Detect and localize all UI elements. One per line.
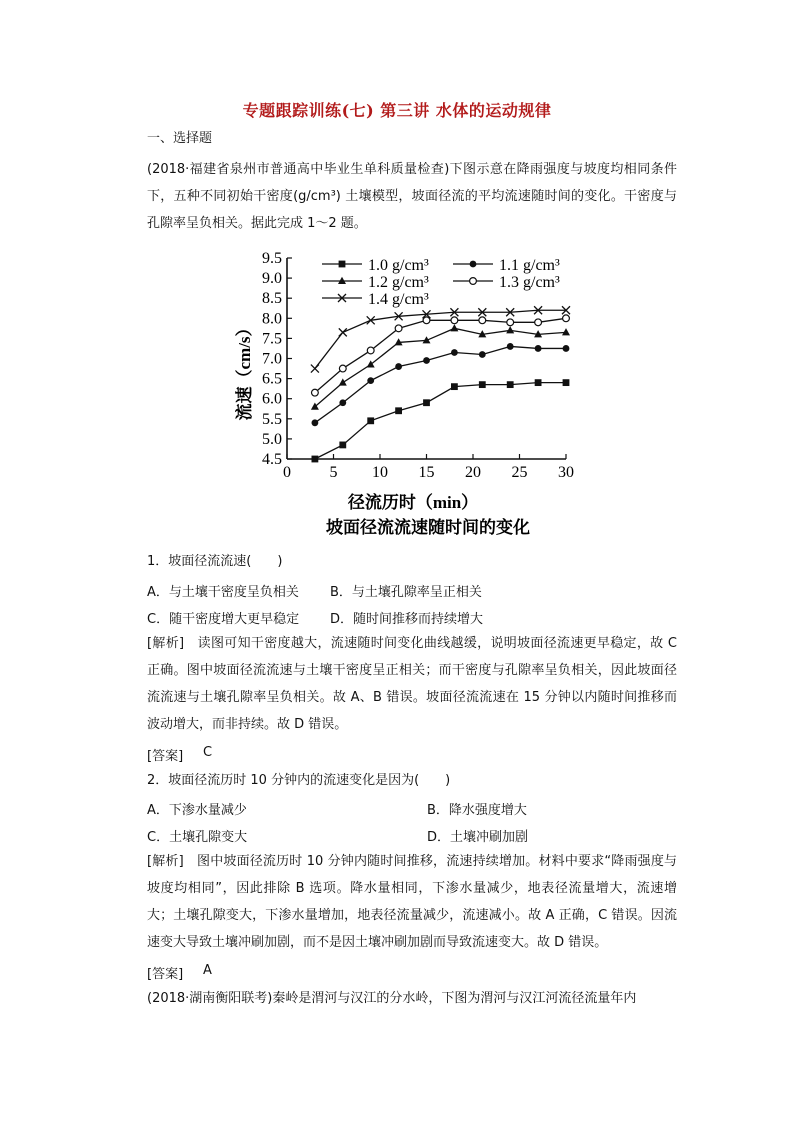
marker-dot bbox=[451, 349, 458, 356]
y-axis-label: 流速（cm/s） bbox=[235, 319, 254, 421]
q1-option-a[interactable]: A．与土壤干密度呈负相关 bbox=[147, 585, 299, 600]
legend-label: 1.3 g/cm³ bbox=[499, 274, 560, 291]
q2-answer-label: [答案] bbox=[147, 967, 184, 982]
marker-square bbox=[563, 379, 570, 386]
marker-circle bbox=[535, 319, 542, 326]
q2-answer: A bbox=[203, 963, 212, 978]
y-tick-label: 9.0 bbox=[262, 270, 282, 288]
legend-label: 1.4 g/cm³ bbox=[368, 291, 429, 308]
series-line bbox=[315, 310, 566, 368]
marker-circle bbox=[507, 319, 514, 326]
legend-label: 1.2 g/cm³ bbox=[368, 274, 429, 291]
marker-dot bbox=[339, 399, 346, 406]
y-tick-label: 8.0 bbox=[262, 310, 282, 328]
q2-option-c[interactable]: C．土壤孔隙变大 bbox=[147, 830, 248, 845]
series-2 bbox=[312, 343, 570, 426]
q2-option-b[interactable]: B．降水强度增大 bbox=[427, 803, 527, 818]
q1-option-c[interactable]: C．随干密度增大更早稳定 bbox=[147, 612, 300, 627]
chart-legend bbox=[322, 257, 560, 308]
q2-option-d[interactable]: D．土壤冲刷加剧 bbox=[427, 830, 529, 845]
marker-square bbox=[312, 456, 319, 463]
y-tick-label: 5.5 bbox=[262, 410, 282, 428]
marker-square bbox=[479, 381, 486, 388]
marker-circle bbox=[563, 315, 570, 322]
q1-option-d[interactable]: D．随时间推移而持续增大 bbox=[330, 612, 484, 627]
marker-square bbox=[535, 379, 542, 386]
series-5 bbox=[311, 306, 570, 372]
y-tick-label: 7.5 bbox=[262, 330, 282, 348]
x-tick-label: 20 bbox=[465, 464, 481, 481]
marker-triangle bbox=[450, 324, 458, 331]
marker-circle bbox=[479, 317, 486, 324]
legend-label: 1.0 g/cm³ bbox=[368, 257, 429, 274]
q1-option-b[interactable]: B．与土壤孔隙率呈正相关 bbox=[330, 585, 482, 600]
marker-dot bbox=[479, 351, 486, 358]
x-tick-label: 30 bbox=[558, 464, 574, 481]
marker-dot bbox=[312, 419, 319, 426]
x-tick-labels bbox=[283, 464, 574, 481]
document-title: 专题跟踪训练(七) 第三讲 水体的运动规律 bbox=[242, 101, 552, 120]
q1-answer: C bbox=[203, 745, 213, 760]
marker-triangle bbox=[367, 360, 375, 367]
next-question-intro: (2018·湖南衡阳联考)秦岭是渭河与汉江的分水岭，下图为渭河与汉江河流径流量年内 bbox=[147, 991, 637, 1006]
q2-stem: 2．坡面径流历时 10 分钟内的流速变化是因为( ) bbox=[147, 773, 451, 788]
marker-dot bbox=[423, 357, 430, 364]
x-tick-label: 0 bbox=[283, 464, 291, 481]
x-tick-label: 15 bbox=[418, 464, 435, 481]
marker-square bbox=[395, 407, 402, 414]
x-tick-label: 10 bbox=[372, 464, 388, 481]
runoff-velocity-chart bbox=[0, 246, 794, 536]
marker-dot bbox=[535, 345, 542, 352]
marker-circle bbox=[367, 347, 374, 354]
q1-analysis: [解析] 读图可知干密度越大，流速随时间变化曲线越缓，说明坡面径流速更早稳定，故 C 正确。图中坡面径流流速与土壤干密度呈正相关；而干密度与孔隙率呈负相关，因此坡面径流流速与土壤孔隙率呈负相关。故 A、B 错误。坡面径流流速在 15 分钟以内随时间推移而波动增大，而非持续。故 D 错误。 bbox=[147, 636, 677, 732]
x-tick-label: 5 bbox=[329, 464, 338, 481]
marker-square bbox=[423, 399, 430, 406]
marker-dot bbox=[367, 377, 374, 384]
marker-circle bbox=[395, 325, 402, 332]
series-4 bbox=[312, 315, 570, 396]
series-line bbox=[315, 318, 566, 392]
q1-stem: 1．坡面径流流速( ) bbox=[147, 554, 283, 569]
y-tick-label: 5.0 bbox=[262, 430, 282, 448]
marker-square bbox=[339, 261, 346, 268]
legend-item-2 bbox=[453, 257, 560, 274]
marker-circle bbox=[312, 389, 319, 396]
marker-circle bbox=[339, 365, 346, 372]
y-tick-label: 6.0 bbox=[262, 390, 282, 408]
q2-option-a[interactable]: A．下渗水量减少 bbox=[147, 803, 247, 818]
y-tick-label: 9.5 bbox=[262, 250, 282, 267]
marker-triangle bbox=[339, 378, 347, 385]
marker-square bbox=[367, 417, 374, 424]
marker-dot bbox=[507, 343, 514, 350]
series-1 bbox=[312, 379, 570, 462]
legend-item-3 bbox=[322, 274, 429, 291]
marker-dot bbox=[470, 261, 477, 268]
marker-circle bbox=[470, 278, 477, 285]
y-tick-label: 4.5 bbox=[262, 451, 282, 468]
chart-series bbox=[311, 306, 570, 462]
marker-square bbox=[507, 381, 514, 388]
y-tick-label: 8.5 bbox=[262, 290, 282, 308]
chart-title: 坡面径流流速随时间的变化 bbox=[326, 518, 530, 536]
legend-label: 1.1 g/cm³ bbox=[499, 257, 560, 274]
marker-x bbox=[339, 328, 347, 336]
y-tick-labels bbox=[262, 250, 282, 468]
x-axis-label: 径流历时（min） bbox=[347, 493, 479, 512]
legend-item-4 bbox=[453, 274, 560, 291]
x-tick-label: 25 bbox=[511, 464, 528, 481]
marker-circle bbox=[423, 317, 430, 324]
y-tick-label: 6.5 bbox=[262, 370, 282, 388]
marker-triangle bbox=[506, 326, 514, 333]
section-heading: 一、选择题 bbox=[147, 131, 213, 146]
series-line bbox=[315, 383, 566, 459]
series-line bbox=[315, 346, 566, 422]
y-tick-label: 7.0 bbox=[262, 350, 282, 368]
marker-x bbox=[311, 365, 319, 373]
q2-analysis: [解析] 图中坡面径流历时 10 分钟内随时间推移，流速持续增加。材料中要求“降雨强度与坡度均相同”，因此排除 B 选项。降水量相同，下渗水量减少，地表径流量增大，流速增大；土壤孔隙变大，下渗水量增加，地表径流量减少，流速减小。故 A 正确，C 错误。因流速变大导致土壤冲刷加剧，而不是因土壤冲刷加剧而导致流速变大。故 D 错误。 bbox=[147, 854, 677, 950]
question-intro: (2018·福建省泉州市普通高中毕业生单科质量检查)下图示意在降雨强度与坡度均相同条件下，五种不同初始干密度(g/cm³) 土壤模型，坡面径流的平均流速随时间的变化。干密度与孔隙率呈负相关。据此完成 1～2 题。 bbox=[147, 162, 677, 231]
q1-answer-label: [答案] bbox=[147, 749, 184, 764]
legend-item-1 bbox=[322, 257, 429, 274]
marker-triangle bbox=[562, 328, 570, 335]
marker-square bbox=[451, 383, 458, 390]
marker-dot bbox=[395, 363, 402, 370]
marker-square bbox=[339, 442, 346, 449]
marker-dot bbox=[563, 345, 570, 352]
marker-circle bbox=[451, 317, 458, 324]
legend-item-5 bbox=[322, 291, 429, 308]
